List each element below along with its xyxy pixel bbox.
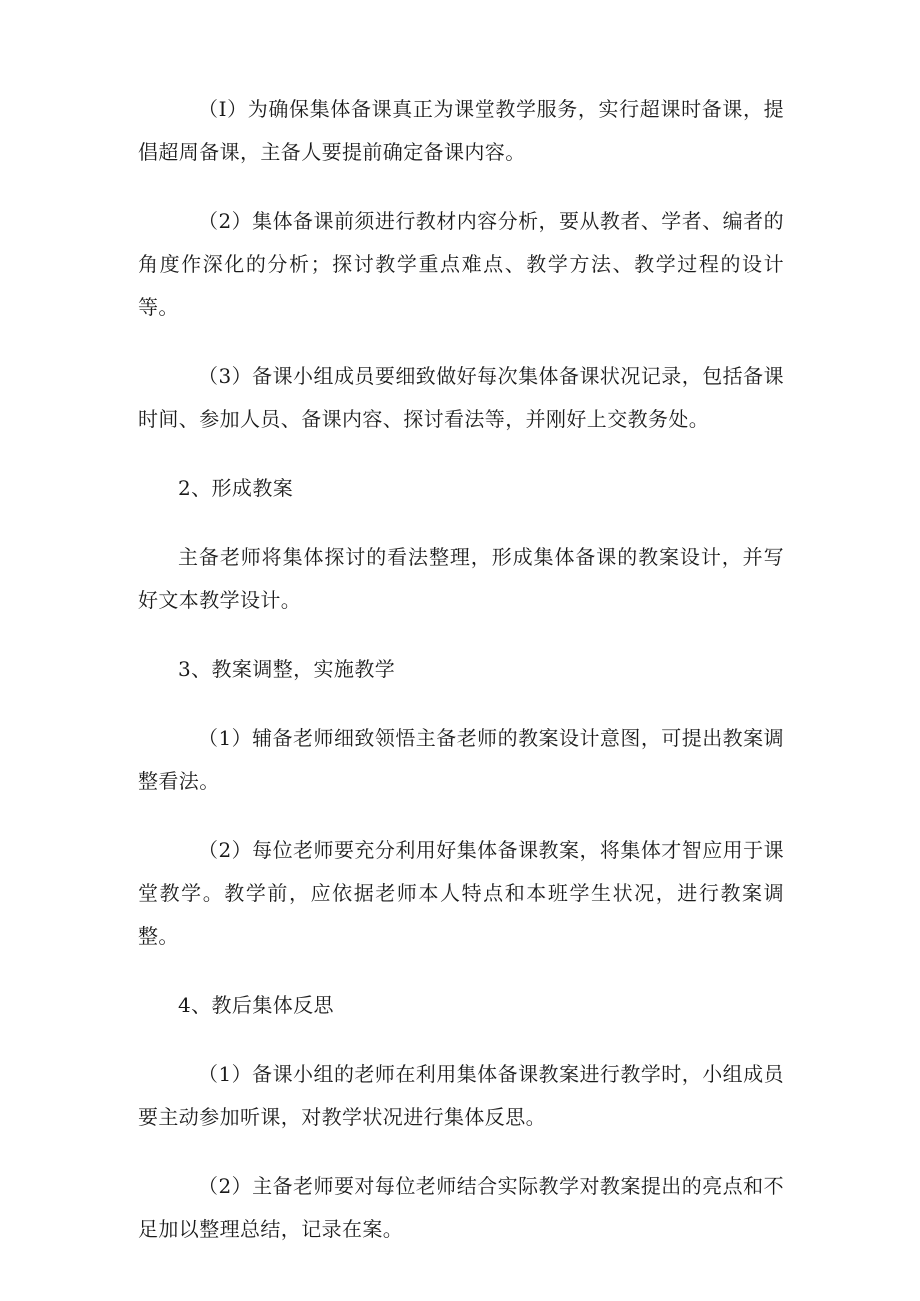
document-body — [138, 88, 784, 1277]
paragraph-1: （I）为确保集体备课真正为课堂教学服务，实行超课时备课，提倡超周备课，主备人要提前确定备课内容。 — [138, 97, 784, 164]
paragraph-3: （3）备课小组成员要细致做好每次集体备课状况记录，包括备课时间、参加人员、备课内容、探讨看法等，并刚好上交教务处。 — [138, 364, 784, 431]
section-heading-4: 4、教后集体反思 — [178, 993, 334, 1017]
paragraph-6: （2）每位老师要充分利用好集体备课教案，将集体才智应用于课堂教学。教学前，应依据老师本人特点和本班学生状况，进行教案调整。 — [138, 838, 784, 948]
paragraph-5: （1）辅备老师细致领悟主备老师的教案设计意图，可提出教案调整看法。 — [138, 726, 784, 793]
section-heading-3: 3、教案调整，实施教学 — [178, 657, 396, 681]
paragraph-2: （2）集体备课前须进行教材内容分析，要从教者、学者、编者的角度作深化的分析；探讨教学重点难点、教学方法、教学过程的设计等。 — [138, 209, 784, 319]
paragraph-7: （1）备课小组的老师在利用集体备课教案进行教学时，小组成员要主动参加听课，对教学状况进行集体反思。 — [138, 1062, 784, 1129]
section-heading-2: 2、形成教案 — [178, 476, 294, 500]
paragraph-4: 主备老师将集体探讨的看法整理，形成集体备课的教案设计，并写好文本教学设计。 — [138, 545, 784, 612]
paragraph-8: （2）主备老师要对每位老师结合实际教学对教案提出的亮点和不足加以整理总结，记录在案。 — [138, 1174, 784, 1241]
